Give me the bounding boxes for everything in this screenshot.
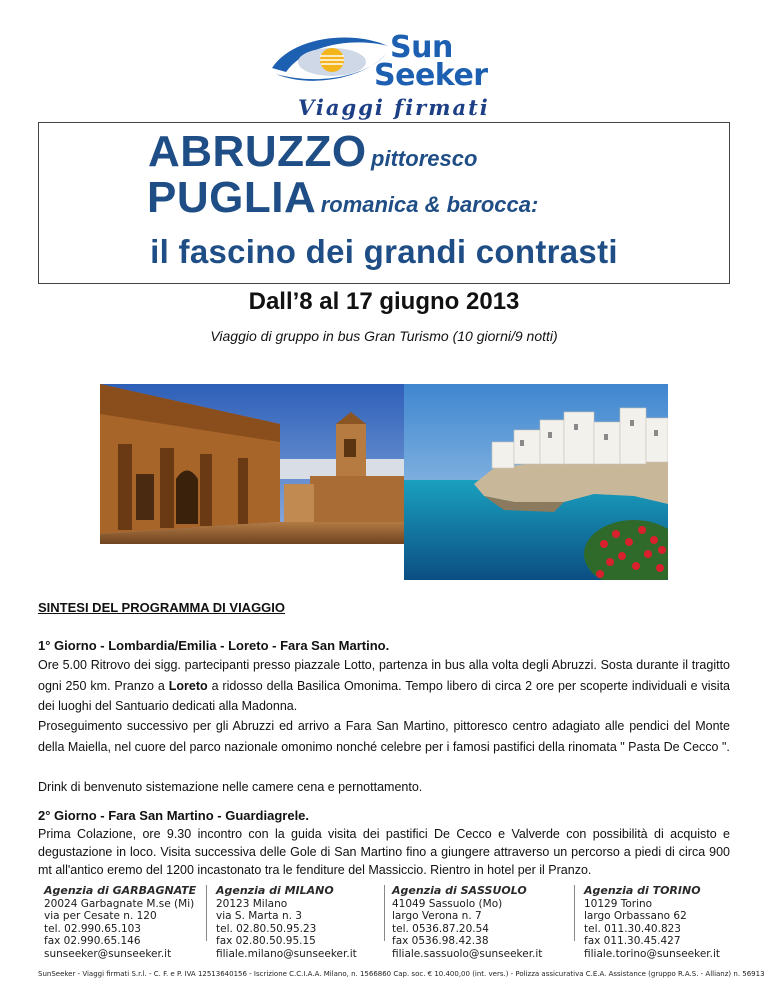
agency-email[interactable]: filiale.sassuolo@sunseeker.it xyxy=(392,947,543,960)
agency-fax: fax 011.30.45.427 xyxy=(584,935,681,947)
agency-name: Agenzia di SASSUOLO xyxy=(392,884,527,897)
photo-coastal-town xyxy=(404,384,668,580)
agency-fax: fax 02.80.50.95.15 xyxy=(216,935,316,947)
agency-fax: fax 0536.98.42.38 xyxy=(392,935,489,947)
agency-email[interactable]: filiale.torino@sunseeker.it xyxy=(584,947,721,960)
title-box xyxy=(38,122,730,284)
agency-tel: tel. 02.80.50.95.23 xyxy=(216,922,317,935)
title-puglia-sub: romanica & barocca: xyxy=(320,192,539,217)
agency-email[interactable]: filiale.milano@sunseeker.it xyxy=(216,947,357,960)
legal-footer: SunSeeker - Viaggi firmati S.r.l. - C. F. e P. IVA 12513640156 - Iscrizione C.C.I.A.A. Milano, n. 1566860 Cap. soc. € 10.400,00 (int. vers.) - Polizza assicurativa C.E.A. Assistance (gruppo R.A.S. - Allianz) n. 56913 xyxy=(38,970,765,978)
day1-title: 1° Giorno - Lombardia/Emilia - Loreto - Fara San Martino. xyxy=(38,638,390,653)
logo-brand xyxy=(374,30,488,93)
agency-divider xyxy=(574,885,575,941)
agency-torino xyxy=(584,885,734,960)
day1-text-a: Ore 5.00 Ritrovo dei sigg. partecipanti presso piazzale Lotto, partenza in bus alla volta degli Abruzzi. Sosta durante il tragitto ogni 250 km. Pranzo a xyxy=(38,658,730,693)
day2-paragraph1: Prima Colazione, ore 9.30 incontro con la guida visita dei pastifici De Cecco e Valverde con possibilità di acquisto e degustazione in loco. Visita successiva delle Gole di San Martino fino a giungere attraverso un percorso a piedi di circa 900 mt all'antico eremo del 1200 incastonato tra le fenditure del Massiccio. Rientro in hotel per il Pranzo. xyxy=(38,827,730,877)
agency-street: via per Cesate n. 120 xyxy=(44,910,157,922)
agency-milano xyxy=(216,885,386,960)
agency-email[interactable]: sunseeker@sunseeker.it xyxy=(44,947,172,960)
agency-tel: tel. 0536.87.20.54 xyxy=(392,922,489,935)
agency-divider xyxy=(206,885,207,941)
agency-divider xyxy=(384,885,385,941)
logo-brand-line2: Seeker xyxy=(374,58,488,93)
sunseeker-logo xyxy=(268,28,508,123)
day1-paragraph2: Proseguimento successivo per gli Abruzzi ed arrivo a Fara San Martino, pittoresco centro adagiato alle pendici del Monte della Maiella, nel cuore del parco nazionale omonimo nonché celebre per i famosi pastifici della rinomata " Pasta De Cecco ". xyxy=(38,719,730,754)
logo-tagline: Viaggi firmati xyxy=(298,95,490,120)
agency-name: Agenzia di GARBAGNATE xyxy=(44,884,197,897)
agency-name: Agenzia di TORINO xyxy=(584,884,701,897)
title-line1 xyxy=(148,127,477,177)
agency-garbagnate xyxy=(44,885,214,960)
logo-brand-line1: Sun xyxy=(390,30,453,65)
title-abruzzo: ABRUZZO xyxy=(148,127,367,176)
agency-tel: tel. 011.30.40.823 xyxy=(584,922,681,935)
agency-street: largo Verona n. 7 xyxy=(392,910,482,922)
day2-title: 2° Giorno - Fara San Martino - Guardiagrele. xyxy=(38,808,310,823)
agency-name: Agenzia di MILANO xyxy=(216,884,334,897)
day1-text-b: a ridosso della Basilica Omonima. Tempo libero di circa 2 ore per scoperte individuali e visita dei luoghi del Santuario dedicati alla Madonna. xyxy=(38,678,731,713)
program-section-title: SINTESI DEL PROGRAMMA DI VIAGGIO xyxy=(38,600,286,615)
agency-address: 41049 Sassuolo (Mo) xyxy=(392,897,503,910)
agency-tel: tel. 02.990.65.103 xyxy=(44,922,141,935)
agency-address: 10129 Torino xyxy=(584,897,653,910)
title-line3: il fascino dei grandi contrasti xyxy=(150,233,618,270)
trip-type: Viaggio di gruppo in bus Gran Turismo (10 giorni/9 notti) xyxy=(210,328,558,344)
agency-fax: fax 02.990.65.146 xyxy=(44,935,141,947)
photo-church-square xyxy=(100,384,404,544)
day1-text-bold: Loreto xyxy=(168,678,208,693)
title-abruzzo-sub: pittoresco xyxy=(371,146,478,171)
agency-street: largo Orbassano 62 xyxy=(584,910,687,922)
day1-paragraph3: Drink di benvenuto sistemazione nelle camere cena e pernottamento. xyxy=(38,780,423,794)
agency-street: via S. Marta n. 3 xyxy=(216,910,302,922)
title-puglia: PUGLIA xyxy=(147,173,317,222)
agency-address: 20024 Garbagnate M.se (Mi) xyxy=(44,897,195,910)
trip-dates: Dall’8 al 17 giugno 2013 xyxy=(248,288,520,315)
agency-address: 20123 Milano xyxy=(216,897,288,910)
day1-paragraph1 xyxy=(38,655,730,717)
agency-sassuolo xyxy=(392,885,562,960)
title-line2 xyxy=(147,173,538,223)
